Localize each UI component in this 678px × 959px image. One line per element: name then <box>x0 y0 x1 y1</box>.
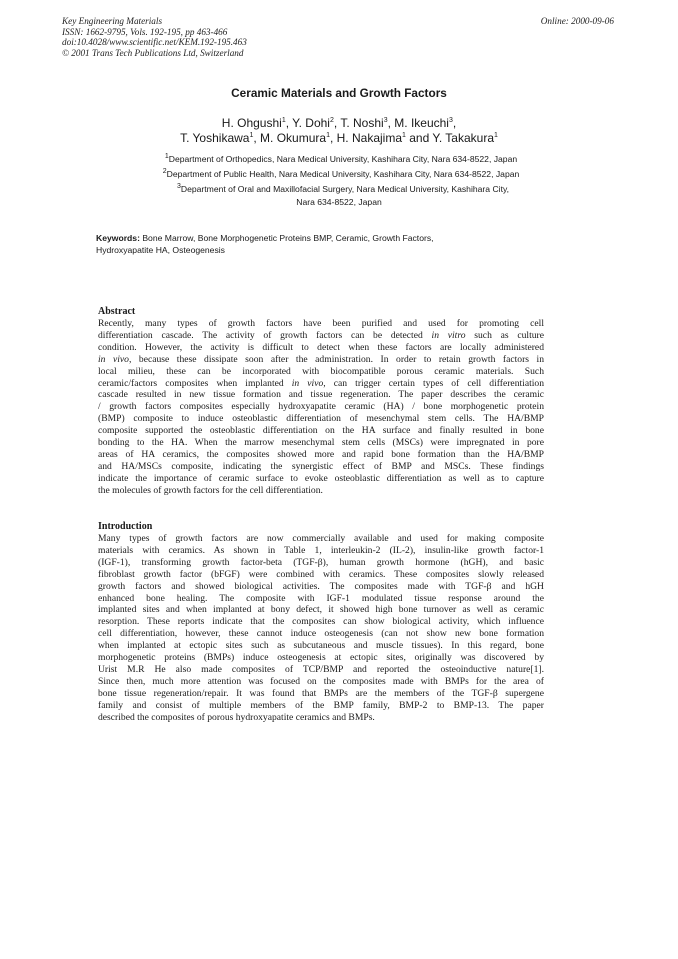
online-date: Online: 2000-09-06 <box>540 16 614 26</box>
author-name: Y. Takakura <box>432 131 494 145</box>
text-line: materials with ceramics. As shown in Table 1, interleukin-2 (IL-2), insulin-like growth factor-1 <box>98 544 544 556</box>
text-line: bonding to the HA. When the marrow mesenchymal stem cells (MSCs) were impregnated in pore <box>98 437 544 449</box>
journal-header <box>62 16 247 58</box>
text-line: (BMP) composite to induce osteoblastic differentiation of mesenchymal stem cells. The HA/BMP <box>98 413 544 425</box>
author-separator: , <box>253 131 261 145</box>
text-line: condition. However, the activity is difficult to detect when these factors are locally administered <box>98 341 544 353</box>
text-line: and HA/MSCs composite, indicating the synergistic effect of BMP and MSCs. These findings <box>98 460 544 472</box>
text-line: (IGF-1), transforming growth factor-beta (TGF-β), human growth hormone (hGH), and basic <box>98 556 544 568</box>
author-affiliation-mark: 1 <box>402 132 406 139</box>
author-separator: , <box>452 116 457 130</box>
journal-header-line: © 2001 Trans Tech Publications Ltd, Switzerland <box>62 47 244 58</box>
affiliation-1: $^1$Department of Orthopedics, Nara Medical University, Kashihara City, Nara 634-8522, Japan <box>164 153 518 164</box>
affiliation-2: $^2$Department of Public Health, Nara Medical University, Kashihara City, Nara 634-8522, Japan <box>162 168 520 179</box>
author-separator: , <box>333 116 341 130</box>
author-line-1 <box>0 116 678 130</box>
keywords-label: Keywords: <box>96 233 140 243</box>
text-line: / growth factors composites especially hydroxyapatite ceramic (HA) / bone morphogenetic protein <box>98 401 544 413</box>
text-line: implanted sites and when implanted at bony defect, it showed high bone turnover as well as ceramic <box>98 604 544 616</box>
text-line: when implanted at ectopic sites such as subcutaneous and muscle tissues). In this regard, bone <box>98 640 544 652</box>
text-line: areas of HA ceramics, the composites showed more and rapid bone formation than the HA/BMP <box>98 448 544 460</box>
text-line: composite supported the osteoblastic differentiation on the HA surface and finally resulted in bone <box>98 425 544 437</box>
author-separator: and <box>405 131 433 145</box>
text-line: indicate the importance of ceramic surface to evoke osteoblastic differentiation as well as to capture <box>98 472 544 484</box>
text-line: enhanced bone healing. The composite with IGF-1 modulated tissue response around the <box>98 592 544 604</box>
keywords <box>96 232 526 256</box>
text-line: resorption. These reports indicate that the composites can show biological activity, which influence <box>98 616 544 628</box>
text-line: bone tissue regeneration/repair. It was found that BMPs are the members of the TGF-β supergene <box>98 687 544 699</box>
author-name: H. Nakajima <box>336 131 402 145</box>
affiliation-3: $^3$Department of Oral and Maxillofacial Surgery, Nara Medical University, Kashihara City, <box>176 183 510 194</box>
abstract-heading: Abstract <box>98 306 136 317</box>
text-line: Recently, many types of growth factors have been purified and used for promoting cell <box>98 318 544 329</box>
author-name: M. Okumura <box>260 131 327 145</box>
author-name: T. Yoshikawa <box>180 131 250 145</box>
author-name: M. Ikeuchi <box>394 116 449 130</box>
text-line: growth factors and showed biological activities. The composites made with TGF-β and hGH <box>98 580 544 592</box>
journal-header-line: Key Engineering Materials <box>62 16 163 26</box>
text-line: ceramic/factors composites when implanted in vivo, can trigger certain types of cell differentiation <box>98 377 544 389</box>
text-line: Since then, much more attention was focused on the composites made with BMPs for the area of <box>98 675 544 687</box>
author-name: Y. Dohi <box>292 116 330 130</box>
author-affiliation-mark: 1 <box>494 132 498 139</box>
text-line: morphogenetic proteins (BMPs) induce osteogenesis at ectopic sites, originally was discovered by <box>98 652 544 664</box>
author-affiliation-mark: 2 <box>329 117 334 124</box>
text-line: Many types of growth factors are now commercially available and used for making composite <box>98 533 544 544</box>
keywords-line-1: Bone Marrow, Bone Morphogenetic Proteins BMP, Ceramic, Growth Factors, <box>142 233 434 243</box>
text-line: differentiation cascade. The activity of growth factors can be detected in vitro such as culture <box>98 329 544 341</box>
author-separator: , <box>285 116 293 130</box>
text-line: Urist M.R He also made composites of TCP/BMP and reported the osteoinductive nature[1]. <box>98 663 544 675</box>
text-line: local milieu, these can be incorporated with biocompatible porous ceramic materials. Such <box>98 365 544 377</box>
author-affiliation-mark: 3 <box>448 117 453 124</box>
text-line: fibroblast growth factor (bFGF) were combined with ceramics. These composites slowly released <box>98 568 544 580</box>
introduction-body <box>98 533 544 724</box>
author-affiliation-mark: 1 <box>326 132 330 139</box>
author-affiliation-mark: 3 <box>383 117 388 124</box>
text-line: cell differentiation, however, these cannot induce osteogenesis (can not show new bone formation <box>98 628 544 640</box>
text-line: cascade resulted in new tissue formation and tissue regeneration. The paper describes the ceramic <box>98 389 544 401</box>
abstract-body <box>98 318 544 497</box>
author-separator: , <box>387 116 395 130</box>
paper-title: Ceramic Materials and Growth Factors <box>231 86 447 100</box>
text-line: described the composites of porous hydroxyapatite ceramics and BMPs. <box>98 711 375 723</box>
author-name: H. Ohgushi <box>221 116 282 130</box>
author-separator: , <box>329 131 337 145</box>
affiliation-3-continued: Nara 634-8522, Japan <box>296 197 382 207</box>
text-line: family and consist of multiple members of the BMP family, BMP-2 to BMP-13. The paper <box>98 699 544 711</box>
journal-header-line: ISSN: 1662-9795, Vols. 192-195, pp 463-466 <box>62 26 228 37</box>
keywords-line-2: Hydroxyapatite HA, Osteogenesis <box>96 245 225 255</box>
text-line: in vivo, because these dissipate soon after the administration. In order to retain growth factors in <box>98 353 545 365</box>
author-affiliation-mark: 1 <box>249 132 254 139</box>
journal-header-line: doi:10.4028/www.scientific.net/KEM.192-195.463 <box>62 37 247 48</box>
text-line: the molecules of growth factors for the cell differentiation. <box>98 484 323 496</box>
author-line-2 <box>0 131 678 145</box>
author-name: T. Noshi <box>340 116 384 130</box>
introduction-heading: Introduction <box>98 521 153 532</box>
author-affiliation-mark: 1 <box>281 117 286 124</box>
